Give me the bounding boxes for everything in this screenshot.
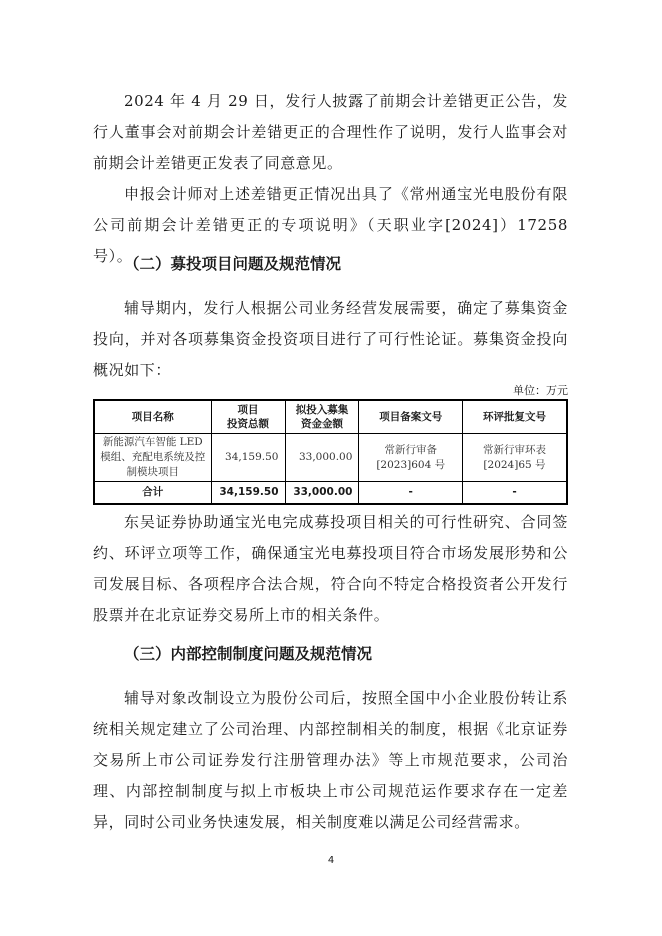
cell-total-investment-sum: 34,159.50 xyxy=(211,482,285,505)
cell-total-investment: 34,159.50 xyxy=(211,434,285,482)
header-project-name: 项目名称 xyxy=(94,400,211,434)
table-total-row xyxy=(94,482,567,505)
cell-total-label: 合计 xyxy=(94,482,211,505)
paragraph-fund-usage: 辅导期内，发行人根据公司业务经营发展需要，确定了募集资金投向，并对各项募集资金投资项目进行了可行性论证。募集资金投向概况如下： xyxy=(93,299,568,379)
table-header-row xyxy=(94,400,567,434)
paragraph-accountant-statement: 申报会计师对上述差错更正情况出具了《常州通宝光电股份有限公司前期会计差错更正的专项说明》（天职业字[2024]）17258 号）。 xyxy=(93,185,568,265)
page-number: 4 xyxy=(327,855,335,866)
cell-total-filing: - xyxy=(359,482,463,505)
header-total-investment xyxy=(211,400,285,434)
header-total-investment-line2: 投资总额 xyxy=(227,418,270,430)
heading-internal-control: （三）内部控制制度问题及规范情况 xyxy=(124,645,373,663)
header-raised-funds-line1: 拟投入募集 xyxy=(295,404,349,416)
paragraph-internal-control: 辅导对象改制设立为股份公司后，按照全国中小企业股份转让系统相关规定建立了公司治理、内部控制相关的制度，根据《北京证券交易所上市公司证券发行注册管理办法》等上市规范要求，公司治理、内部控制制度与拟上市板块上市公司规范运作要求存在一定差异，同时公司业务快速发展，相关制度难以满足公司经营需求。 xyxy=(93,689,568,831)
table-row xyxy=(94,434,567,482)
cell-project-name: 新能源汽车智能 LED 模组、充配电系统及控制模块项目 xyxy=(94,434,211,482)
header-env-approval: 环评批复文号 xyxy=(462,400,567,434)
paragraph-underwriter-assistance: 东吴证券协助通宝光电完成募投项目相关的可行性研究、合同签约、环评立项等工作，确保通宝光电募投项目符合市场发展形势和公司发展目标、各项程序合法合规，符合向不特定合格投资者公开发行股票并在北京证券交易所上市的相关条件。 xyxy=(93,513,568,624)
cell-env-approval-line1: 常新行审环表 xyxy=(482,443,546,456)
paragraph-correction-announcement: 2024 年 4 月 29 日，发行人披露了前期会计差错更正公告，发行人董事会对前期会计差错更正的合理性作了说明，发行人监事会对前期会计差错更正发表了同意意见。 xyxy=(93,92,568,172)
cell-filing-number-line2: [2023]604 号 xyxy=(376,458,446,471)
fundraising-table xyxy=(93,399,568,505)
cell-filing-number-line1: 常新行审备 xyxy=(384,443,437,456)
header-total-investment-line1: 项目 xyxy=(237,404,259,416)
header-raised-funds-line2: 资金金额 xyxy=(300,418,343,430)
table-unit-label: 单位：万元 xyxy=(513,384,568,397)
header-filing-number: 项目备案文号 xyxy=(359,400,463,434)
cell-raised-funds: 33,000.00 xyxy=(285,434,359,482)
cell-filing-number xyxy=(359,434,463,482)
cell-total-env: - xyxy=(462,482,567,505)
header-raised-funds xyxy=(285,400,359,434)
cell-env-approval xyxy=(462,434,567,482)
cell-env-approval-line2: [2024]65 号 xyxy=(483,458,546,471)
cell-total-raised-sum: 33,000.00 xyxy=(285,482,359,505)
heading-fundraising-projects: （二）募投项目问题及规范情况 xyxy=(124,255,342,273)
